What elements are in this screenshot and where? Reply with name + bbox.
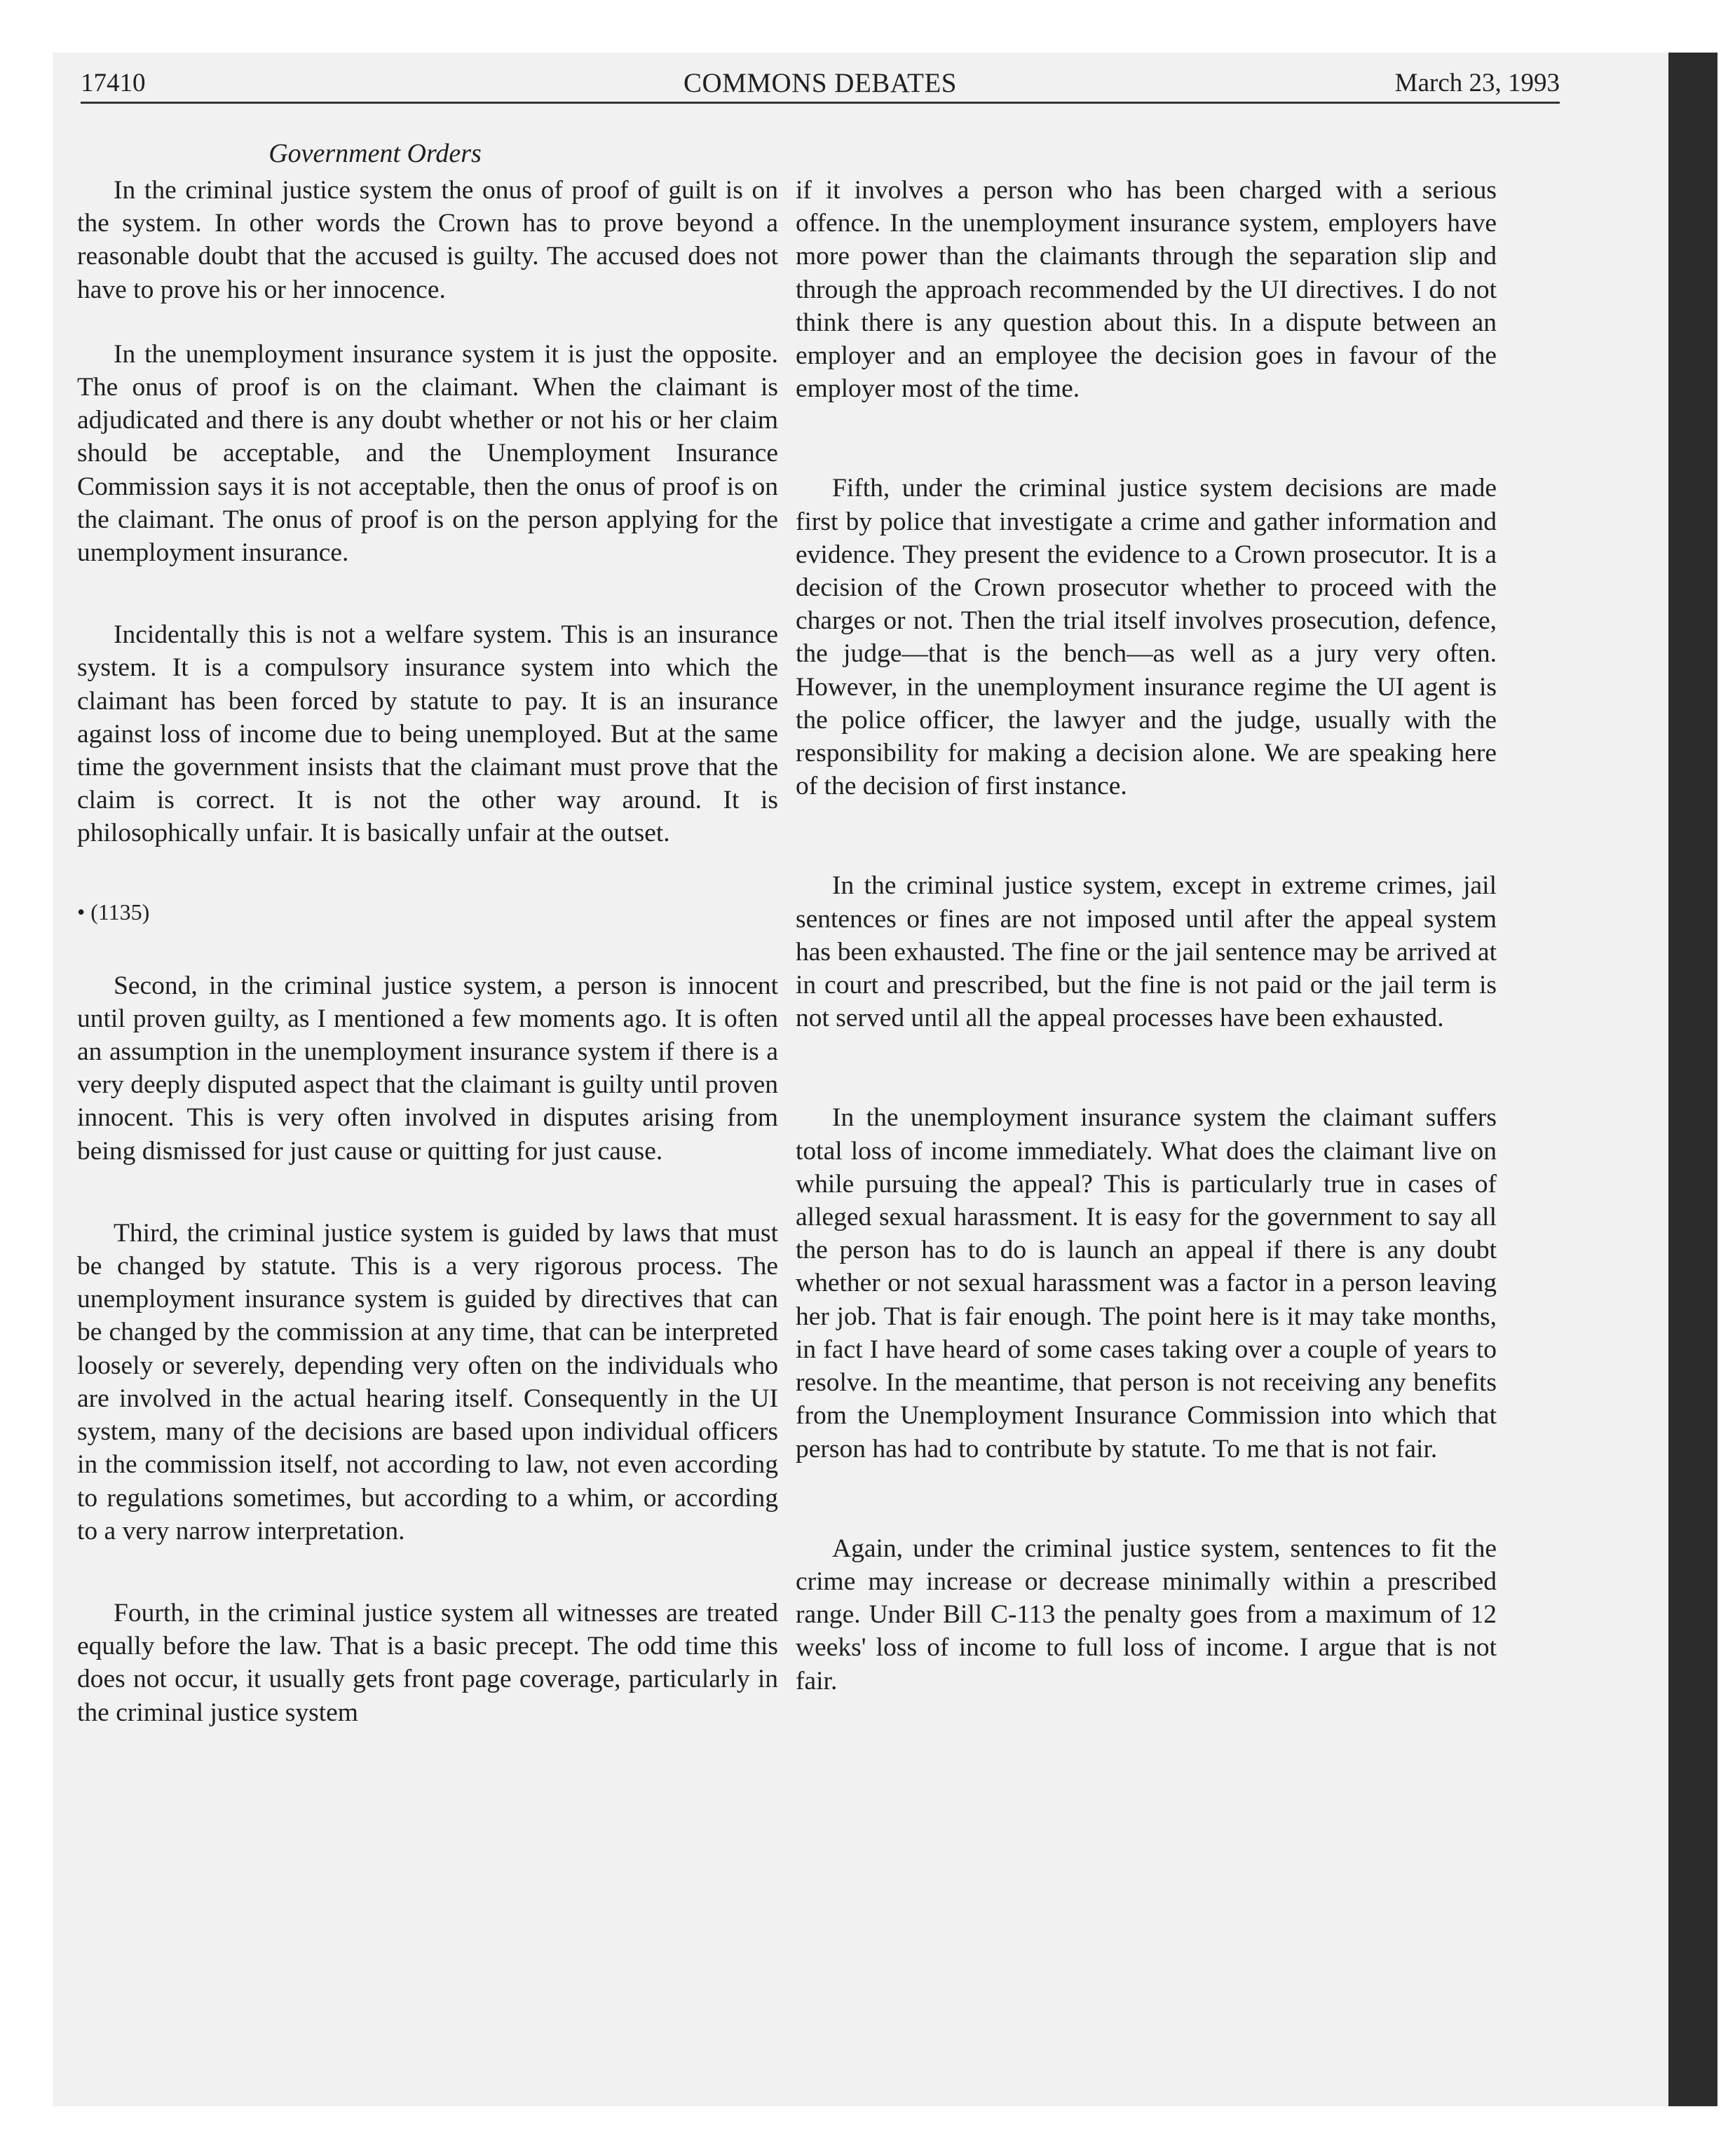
time-marker: • (1135) <box>77 899 150 925</box>
publication-title: COMMONS DEBATES <box>683 68 957 98</box>
header-date: March 23, 1993 <box>1394 69 1560 97</box>
paragraph-continued: if it involves a person who has been charged with a serious offence. In the unemployment insurance system, employers have more power than the claimants through the separation slip and through the approach recommended by the UI directives. I do not think there is any question about this. In a dispute between an employer and an employee the decision goes in favour of the employer most of the time. <box>796 176 1497 404</box>
paragraph: Fifth, under the criminal justice system decisions are made first by police that investigate a crime and gather information and evidence. They present the evidence to a Crown prosecutor. It is a decision of the Crown prosecutor whether to proceed with the charges or not. Then the trial itself involves prosecution, defence, the judge—that is the bench—as well as a jury very often. However, in the unemployment insurance regime the UI agent is the police officer, the lawyer and the judge, usually with the responsibility for making a decision alone. We are speaking here of the decision of first instance. <box>796 474 1497 801</box>
scan-edge-shadow <box>1668 53 1717 2106</box>
paragraph: In the criminal justice system the onus of proof of guilt is on the system. In other words the Crown has to prove beyond a reasonable doubt that the accused is guilty. The accused does not have to prove his or her innocence. <box>77 176 778 304</box>
right-column <box>796 174 1497 1698</box>
paragraph: Second, in the criminal justice system, a person is innocent until proven guilty, as I mentioned a few moments ago. It is often an assumption in the unemployment insurance system if there is a very deeply disputed aspect that the claimant is guilty until proven innocent. This is very often involved in disputes arising from being dismissed for just cause or quitting for just cause. <box>77 971 778 1166</box>
running-header <box>81 67 1560 104</box>
paragraph: In the criminal justice system, except in extreme crimes, jail sentences or fines are not imposed until after the appeal system has been exhausted. The fine or the jail sentence may be arrived at in court and prescribed, but the fine is not paid or the jail term is not served until all the appeal processes have been exhausted. <box>796 871 1497 1033</box>
paragraph: Incidentally this is not a welfare system. This is an insurance system. It is a compulsory insurance system into which the claimant has been forced by statute to pay. It is an insurance against loss of income due to being unemployed. But at the same time the government insists that the claimant must prove that the claim is correct. It is not the other way around. It is philosophically unfair. It is basically unfair at the outset. <box>77 620 778 848</box>
paragraph: In the unemployment insurance system the claimant suffers total loss of income immediately. What does the claimant live on while pursuing the appeal? This is particularly true in cases of alleged sexual harassment. It is easy for the government to say all the person has to do is launch an appeal if there is any doubt whether or not sexual harassment was a factor in a person leaving her job. That is fair enough. The point here is it may take months, in fact I have heard of some cases taking over a couple of years to resolve. In the meantime, that person is not receiving any benefits from the Unemployment Insurance Commission into which that person has had to contribute by statute. To me that is not fair. <box>796 1103 1497 1464</box>
paragraph: Fourth, in the criminal justice system all witnesses are treated equally before the law. That is a basic precept. The odd time this does not occur, it usually gets front page coverage, particularly in the criminal justice system <box>77 1598 778 1727</box>
paragraph: Third, the criminal justice system is guided by laws that must be changed by statute. This is a very rigorous process. The unemployment insurance system is guided by directives that can be changed by the commission at any time, that can be interpreted loosely or severely, depending very often on the individuals who are involved in the actual hearing itself. Consequently in the UI system, many of the decisions are based upon individual officers in the commission itself, not according to law, not even according to regulations sometimes, but according to a whim, or according to a very narrow interpretation. <box>77 1218 778 1546</box>
left-column <box>77 174 778 1729</box>
page-number: 17410 <box>81 69 146 97</box>
paragraph: Again, under the criminal justice system, sentences to fit the crime may increase or decrease minimally within a prescribed range. Under Bill C-113 the penalty goes from a maximum of 12 weeks' loss of income to full loss of income. I argue that is not fair. <box>796 1534 1497 1696</box>
section-title: Government Orders <box>268 139 482 168</box>
paragraph: In the unemployment insurance system it is just the opposite. The onus of proof is on the claimant. When the claimant is adjudicated and there is any doubt whether or not his or her claim should be acceptable, and the Unemployment Insurance Commission says it is not acceptable, then the onus of proof is on the claimant. The onus of proof is on the person applying for the unemployment insurance. <box>77 339 778 568</box>
